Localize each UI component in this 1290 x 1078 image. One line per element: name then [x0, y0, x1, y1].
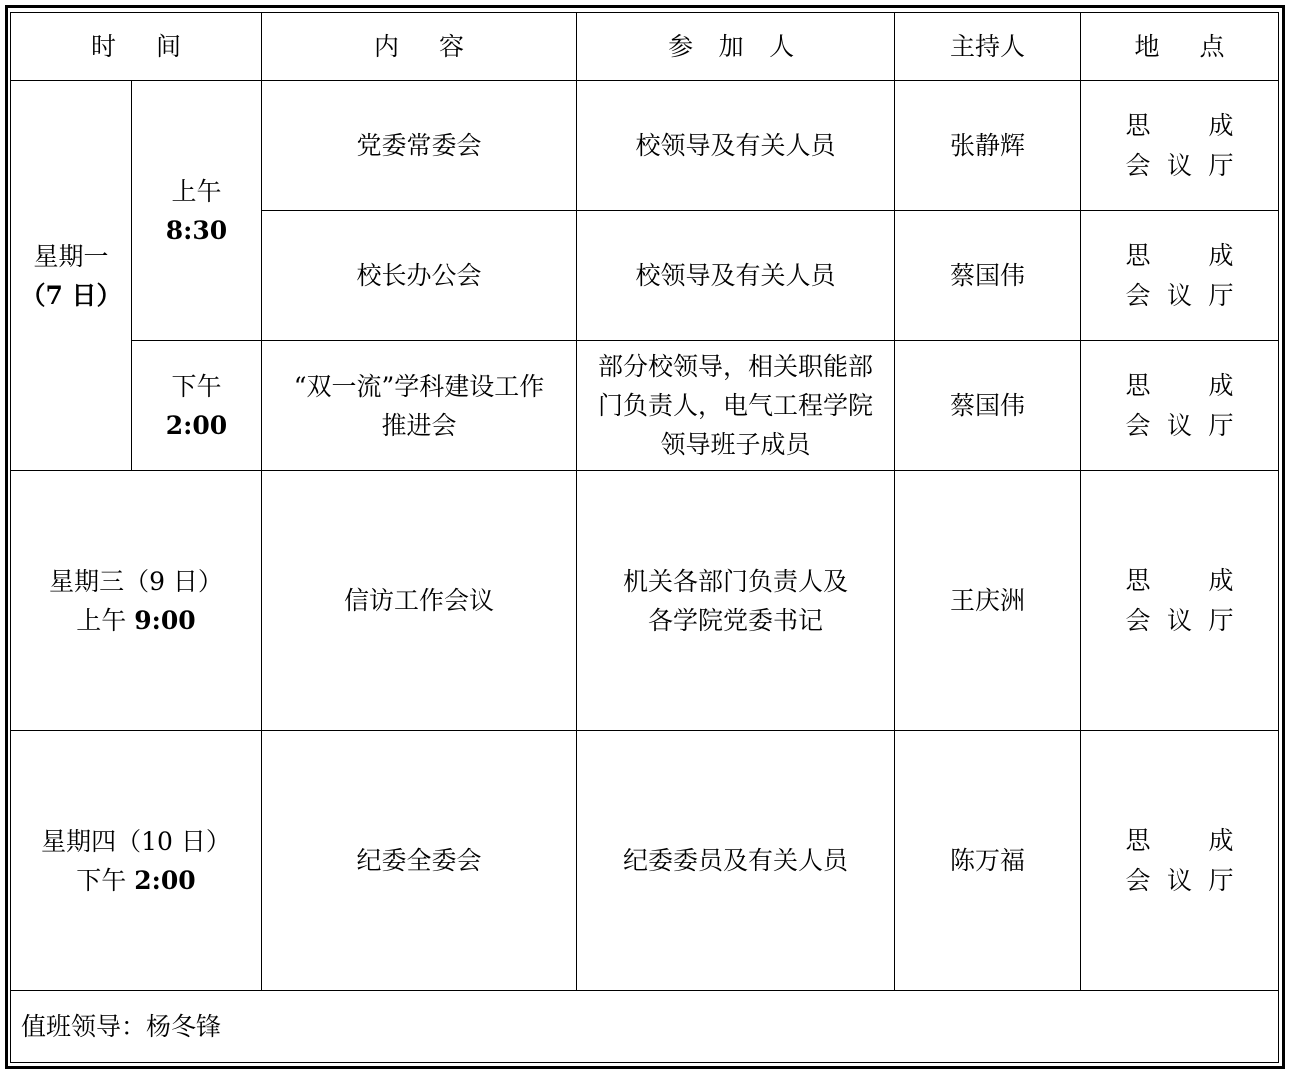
header-place: 地 点: [1081, 13, 1279, 81]
header-row: [11, 13, 1279, 81]
table-row: [11, 81, 1279, 211]
duty-leader: 值班领导：杨冬锋: [11, 991, 1279, 1063]
location-cell: 思 成 会 议 厅: [1081, 731, 1279, 991]
day-cell-wednesday: 星期三（9 日） 上午 9:00: [11, 471, 262, 731]
location-cell: 思 成 会 议 厅: [1081, 81, 1279, 211]
participants-cell: 机关各部门负责人及 各学院党委书记: [577, 471, 895, 731]
time-cell-monday-am: 上午 8:30: [132, 81, 262, 341]
header-content: 内 容: [262, 13, 577, 81]
participants-cell: 校领导及有关人员: [577, 211, 895, 341]
location-cell: 思 成 会 议 厅: [1081, 341, 1279, 471]
host-cell: 王庆洲: [895, 471, 1081, 731]
location-cell: 思 成 会 议 厅: [1081, 211, 1279, 341]
location-cell: 思 成 会 议 厅: [1081, 471, 1279, 731]
content-cell: 信访工作会议: [262, 471, 577, 731]
participants-cell: 纪委委员及有关人员: [577, 731, 895, 991]
meeting-schedule-table: [10, 12, 1279, 1063]
host-cell: 张静辉: [895, 81, 1081, 211]
time-cell-monday-pm: 下午 2:00: [132, 341, 262, 471]
table-row: [11, 341, 1279, 471]
participants-cell: 校领导及有关人员: [577, 81, 895, 211]
content-cell: 党委常委会: [262, 81, 577, 211]
host-cell: 蔡国伟: [895, 211, 1081, 341]
content-cell: 纪委全委会: [262, 731, 577, 991]
day-cell-monday: 星期一 （7 日）: [11, 81, 132, 471]
host-cell: 蔡国伟: [895, 341, 1081, 471]
header-host: 主持人: [895, 13, 1081, 81]
table-row: [11, 731, 1279, 991]
header-time: 时 间: [11, 13, 262, 81]
participants-cell: 部分校领导，相关职能部 门负责人，电气工程学院 领导班子成员: [577, 341, 895, 471]
host-cell: 陈万福: [895, 731, 1081, 991]
content-cell: 校长办公会: [262, 211, 577, 341]
day-cell-thursday: 星期四（10 日） 下午 2:00: [11, 731, 262, 991]
content-cell: “双一流”学科建设工作 推进会: [262, 341, 577, 471]
header-participants: 参 加 人: [577, 13, 895, 81]
table-row: [11, 471, 1279, 731]
footer-row: [11, 991, 1279, 1063]
